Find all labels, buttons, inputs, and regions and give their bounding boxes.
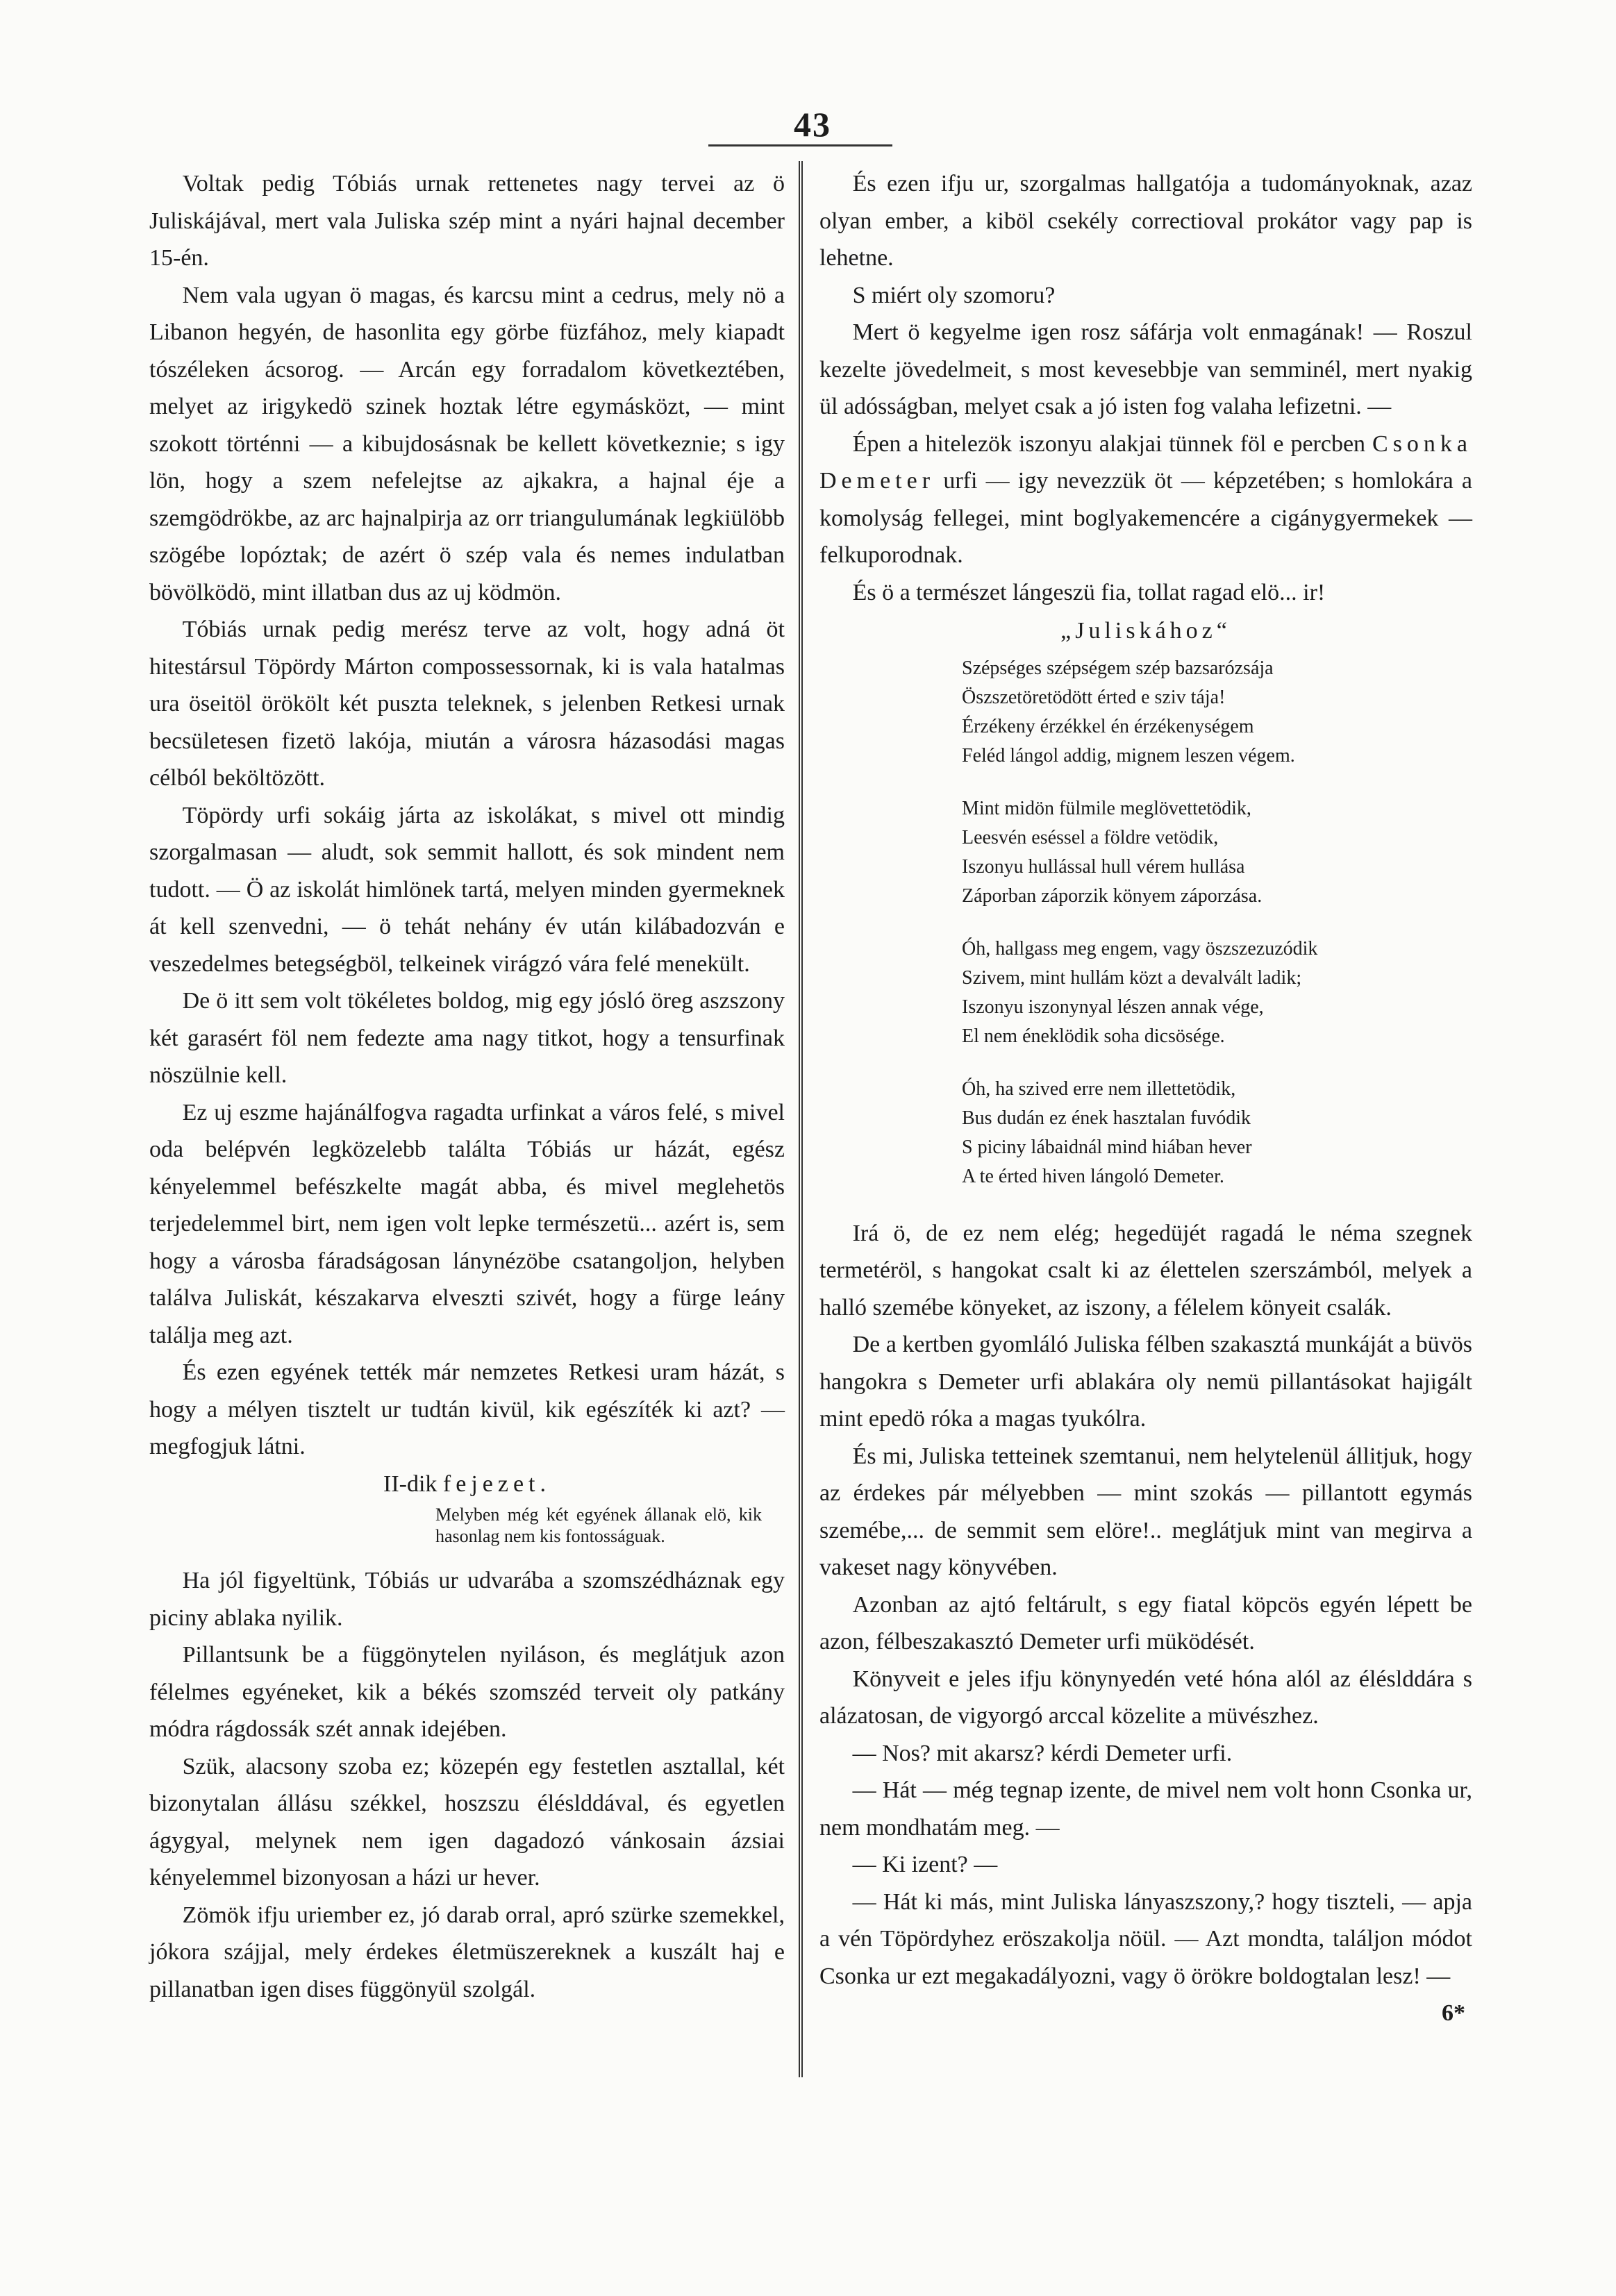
paragraph: És ezen egyének tették már nemzetes Retkesi uram házát, s hogy a mélyen tisztelt ur tudtán kivül, kik egészíték ki azt? — megfogjuk látni.: [149, 1359, 785, 1459]
chapter-heading: [149, 1466, 785, 1503]
paragraph: Voltak pedig Tóbiás urnak rettenetes nagy tervei az ö Juliskájával, mert vala Juliska szép mint a nyári hajnal december 15-én.: [149, 171, 785, 271]
paragraph: — Ki izent? —: [852, 1852, 998, 1877]
poem-stanza: [962, 935, 1472, 1051]
paragraph: Zömök ifju uriember ez, jó darab orral, apró szürke szemekkel, jókora szájjal, mely érdekes életmüszereknek a kuszált haj e pillanatban igen dises függönyül szolgál.: [149, 1902, 785, 2002]
paragraph: Szük, alacsony szoba ez; közepén egy festetlen asztallal, két bizonytalan állásu székkel, hoszszu éléslddával, és egyetlen ágygyal, melynek nem igen dagadozó vánkosain ázsiai kényelemmel bizonyosan a házi ur hever.: [149, 1753, 785, 1891]
paragraph: — Nos? mit akarsz? kérdi Demeter urfi.: [852, 1740, 1233, 1766]
paragraph: Irá ö, de ez nem elég; hegedüjét ragadá le néma szegnek termetéröl, s hangokat csalt ki az élettelen szerszámból, melyek a halló szemébe könyeket, az iszony, a félelem könyeit csalák.: [819, 1220, 1472, 1321]
poem-stanza: [962, 794, 1472, 911]
right-column: [819, 165, 1472, 2032]
chapter-number: II-dik: [383, 1470, 438, 1497]
paragraph: Mert ö kegyelme igen rosz sáfárja volt enmagának! — Roszul kezelte jövedelmeit, s most kevesebbje van semminél, mert nyakig ül adósságban, melyet csak a jó isten fog valaha lefizetni. —: [819, 319, 1472, 419]
poem-line: Szivem, mint hullám közt a devalvált ladik;: [962, 966, 1302, 989]
paragraph: S miért oly szomoru?: [852, 282, 1056, 308]
poem-line: Iszonyu iszonynyal lészen annak vége,: [962, 996, 1264, 1018]
header-rule: [708, 144, 892, 146]
paragraph: És ö a természet lángeszü fia, tollat ragad elö... ir!: [852, 579, 1326, 605]
paragraph: — Hát ki más, mint Juliska lányaszszony,? hogy tiszteli, — apja a vén Töpördyhez eröszakolja nöül. — Azt mondta, találjon módot Csonka ur ezt megakadályozni, vagy ö örökre boldogtalan lesz! —: [819, 1888, 1472, 1989]
poem-stanza: [962, 1075, 1472, 1191]
paragraph: Azonban az ajtó feltárult, s egy fiatal köpcös egyén lépett be azon, félbeszakasztó Demeter urfi müködését.: [819, 1591, 1472, 1654]
chapter-motto: Melyben még két egyének állanak elö, kik hasonlag nem kis fontosságuak.: [435, 1505, 762, 1546]
poem-line: S piciny lábaidnál mind hiában hever: [962, 1136, 1252, 1158]
left-column: [149, 165, 785, 2008]
paragraph: És ezen ifju ur, szorgalmas hallgatója a tudományoknak, azaz olyan ember, a kiböl csekély correctioval prokátor vagy pap is lehetne.: [819, 171, 1472, 271]
text-run: Épen a hitelezök iszonyu alakjai tünnek föl e percben: [852, 430, 1366, 457]
poem-line: El nem éneklödik soha dicsösége.: [962, 1025, 1225, 1047]
page-number: 43: [794, 105, 831, 144]
paragraph: De ö itt sem volt tökéletes boldog, mig egy jósló öreg aszszony két garasért föl nem fedezte ama nagy titkot, hogy a tensurfinak nöszülnie kell.: [149, 988, 785, 1088]
poem-title: „Juliskához“: [1060, 618, 1231, 644]
poem-line: Öszszetöretödött érted e sziv tája!: [962, 686, 1226, 708]
poem-line: Szépséges szépségem szép bazsarózsája: [962, 657, 1274, 679]
paragraph: Ha jól figyeltünk, Tóbiás ur udvarába a szomszédháznak egy piciny ablaka nyilik.: [149, 1568, 785, 1631]
poem-line: Bus dudán ez ének hasztalan fuvódik: [962, 1107, 1251, 1129]
paragraph: És mi, Juliska tetteinek szemtanui, nem helytelenül állitjuk, hogy az érdekes pár mélyebben — mint szokás — pillantott egymás szemébe,... de semmit sem elöre!.. meglátjuk mint van megirva a vakeset nagy könyvében.: [819, 1443, 1472, 1580]
poem-line: Érzékeny érzékkel én érzékenységem: [962, 715, 1254, 737]
paragraph: Töpördy urfi sokáig járta az iskolákat, s mivel ott mindig szorgalmasan — aludt, sok semmit hallott, és sok mindent nem tudott. — Ö az iskolát himlönek tartá, melyen minden gyermeknek át kell szenvedni, — ö tehát nehány év után kilábadozván e veszedelmes betegségböl, telkeinek virágzó vára felé menekült.: [149, 802, 785, 977]
poem-line: Óh, hallgass meg engem, vagy öszszezuzódik: [962, 937, 1318, 960]
column-divider: [799, 161, 803, 2077]
paragraph: Pillantsunk be a függönytelen nyiláson, és meglátjuk azon félelmes egyéneket, kik a békés szomszéd terveit oly patkány módra rágdossák szét annak idejében.: [149, 1642, 785, 1742]
text-run: urfi — igy nevezzük öt — képzetében; s homlokára a komolyság fellegei, mint boglyakemencére a cigánygyermekek — felkuporodnak.: [819, 468, 1473, 568]
name-spaced: Csonka Demeter: [819, 430, 1473, 494]
paragraph: Ez uj eszme hajánálfogva ragadta urfinkat a város felé, s mivel oda belépvén legközelebb találta Tóbiás ur házát, egész kényelemmel befészkelte magát abba, és mivel meglehetös terjedelemmel birt, nem igen volt lepke természetü... azért is, sem hogy a városba fáradságosan lánynézöbe csatangoljon, helyben találva Juliskát, készakarva elveszti szivét, hogy a fürge leány találja meg azt.: [149, 1099, 785, 1348]
poem-line: Záporban záporzik könyem záporzása.: [962, 885, 1263, 907]
paragraph: Könyveit e jeles ifju könynyedén veté hóna alól az éléslddára s alázatosan, de vigyorgó arccal közelite a müvészhez.: [819, 1666, 1472, 1729]
poem-line: Leesvén eséssel a földre vetödik,: [962, 826, 1219, 848]
paragraph: — Hát — még tegnap izente, de mivel nem volt honn Csonka ur, nem mondhatám meg. —: [819, 1777, 1472, 1841]
chapter-word: fejezet.: [442, 1470, 551, 1497]
poem-line: Óh, ha szived erre nem illettetödik,: [962, 1078, 1236, 1100]
paragraph: [819, 426, 1472, 574]
poem-line: A te érted hiven lángoló Demeter.: [962, 1165, 1224, 1187]
paragraph: Tóbiás urnak pedig merész terve az volt, hogy adná öt hitestársul Töpördy Márton compossessornak, ki is vala hatalmas ura öseitöl örökölt két puszta teleknek, s jelenben Retkesi urnak becsületesen fizetö lakója, miután a városra házasodási magas célból beköltözött.: [149, 617, 785, 791]
poem-stanza: [962, 654, 1472, 771]
paragraph: Nem vala ugyan ö magas, és karcsu mint a cedrus, mely nö a Libanon hegyén, de hasonlita egy görbe füzfához, mely kiapadt tószéleken ácsorog. — Arcán egy forradalom következtében, melyet az irigykedö szinek hoztak létre egymásközt, — mint szokott történni — a kibujdosásnak be kellett következnie; s igy lön, hogy a szem nefelejtse az ajkakra, a hajnal éje a szemgödrökbe, az arc hajnalpirja az orr triangulumának legkiülöbb szögébe lopóztak; de azért ö szép vala és nemes indulatban bövölködö, mint illatban dus az uj ködmön.: [149, 282, 785, 605]
poem-line: Feléd lángol addig, mignem leszen végem.: [962, 744, 1295, 766]
poem-line: Mint midön fülmile meglövettetödik,: [962, 797, 1251, 819]
paragraph: De a kertben gyomláló Juliska félben szakasztá munkáját a büvös hangokra s Demeter urfi ablakára oly nemü pillantásokat hajigált mint epedö róka a magas tyukólra.: [819, 1332, 1472, 1432]
signature-mark: 6*: [1442, 2000, 1465, 2026]
poem-line: Iszonyu hullással hull vérem hullása: [962, 855, 1245, 878]
